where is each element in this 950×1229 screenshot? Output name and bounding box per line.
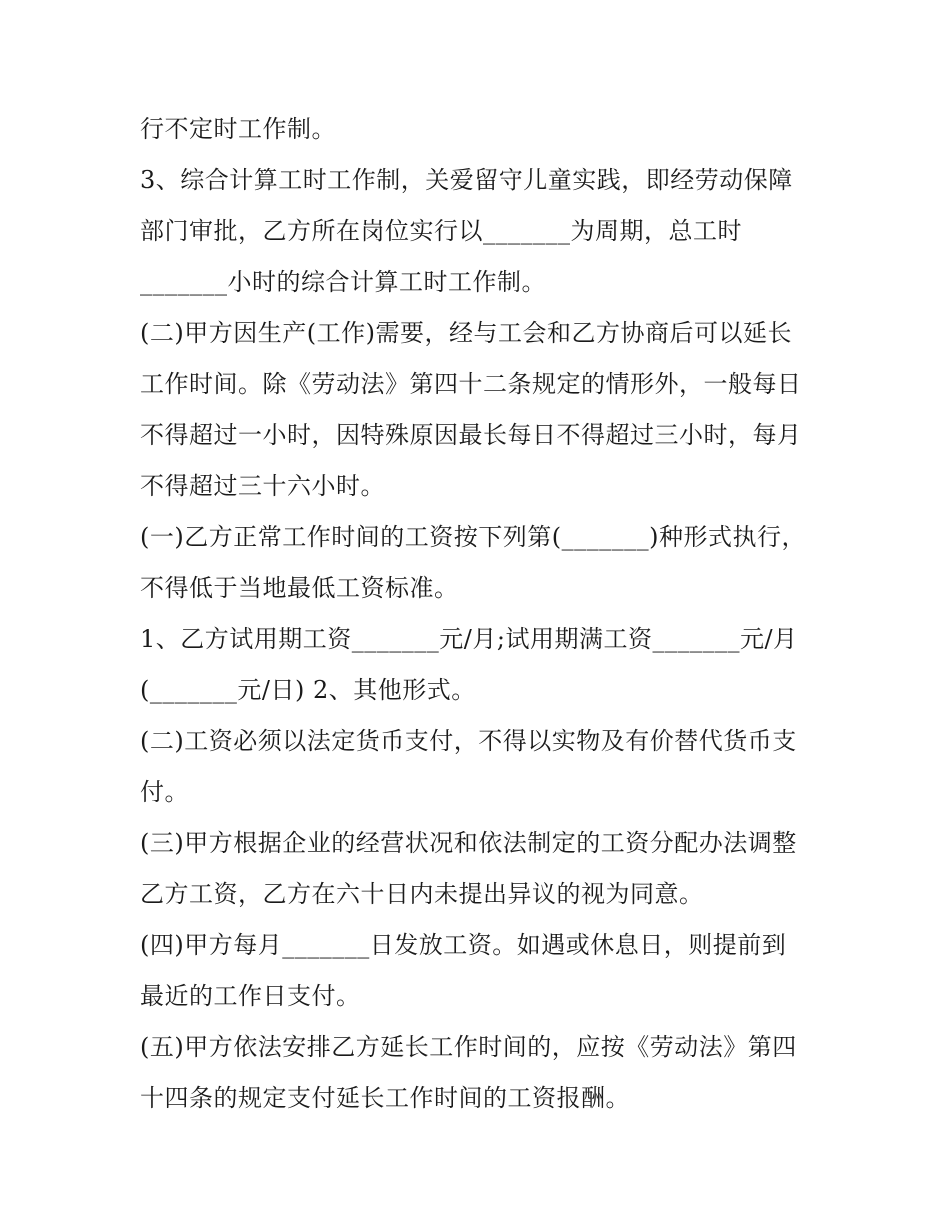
text-line: 不得超过一小时，因特殊原因最长每日不得超过三小时，每月 <box>140 421 802 449</box>
text-line: 乙方工资，乙方在六十日内未提出异议的视为同意。 <box>140 880 704 908</box>
text-line: 不得超过三十六小时。 <box>140 472 385 500</box>
text-line: 付。 <box>140 778 189 806</box>
text-line: 最近的工作日支付。 <box>140 982 361 1010</box>
text-line: (四)甲方每月_______日发放工资。如遇或休息日，则提前到 <box>140 931 787 959</box>
text-line: (二)甲方因生产(工作)需要，经与工会和乙方协商后可以延长 <box>140 319 792 347</box>
paragraph-fixed-hours-tail <box>140 104 820 155</box>
paragraph-comprehensive-hours <box>140 155 820 308</box>
text-line: 工作时间。除《劳动法》第四十二条规定的情形外，一般每日 <box>140 370 802 398</box>
text-line: (三)甲方根据企业的经营状况和依法制定的工资分配办法调整 <box>140 829 797 857</box>
paragraph-wage-adjustment <box>140 818 820 920</box>
paragraph-currency-payment <box>140 716 820 818</box>
text-line: (_______元/日) 2、其他形式。 <box>140 676 476 704</box>
text-line: (五)甲方依法安排乙方延长工作时间的，应按《劳动法》第四 <box>140 1033 797 1061</box>
paragraph-overtime-extension <box>140 308 820 512</box>
text-line: (二)工资必须以法定货币支付，不得以实物及有价替代货币支 <box>140 727 797 755</box>
text-line: _______小时的综合计算工时工作制。 <box>140 268 546 296</box>
paragraph-overtime-pay <box>140 1022 820 1124</box>
text-line: 1、乙方试用期工资_______元/月;试用期满工资_______元/月 <box>140 625 798 653</box>
paragraph-probation-wage <box>140 614 820 716</box>
text-line: 部门审批，乙方所在岗位实行以_______为周期，总工时 <box>140 217 742 245</box>
paragraph-pay-day <box>140 920 820 1022</box>
text-line: 十四条的规定支付延长工作时间的工资报酬。 <box>140 1084 630 1112</box>
text-line: 行不定时工作制。 <box>140 115 336 143</box>
text-line: 3、综合计算工时工作制，关爱留守儿童实践，即经劳动保障 <box>140 166 793 194</box>
text-line: 不得低于当地最低工资标准。 <box>140 574 459 602</box>
paragraph-wage-form <box>140 512 820 614</box>
text-line: (一)乙方正常工作时间的工资按下列第(_______)种形式执行， <box>140 523 806 551</box>
document-body <box>140 104 820 1124</box>
